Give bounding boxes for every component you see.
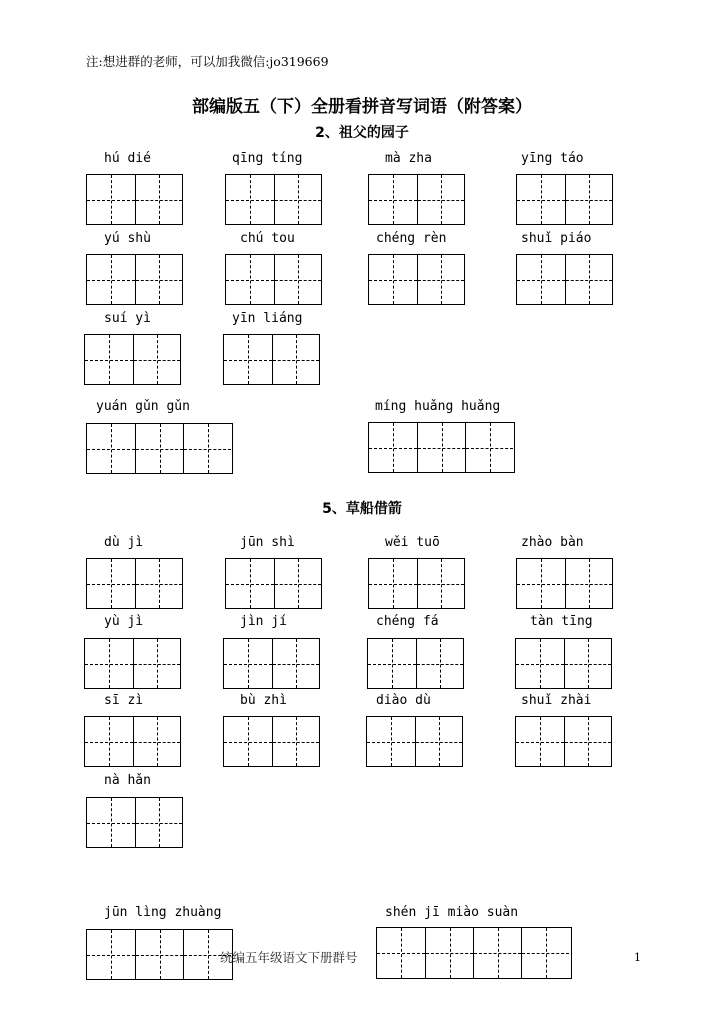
writing-box[interactable] <box>368 254 465 305</box>
writing-box[interactable] <box>516 558 613 609</box>
lesson-heading: 5、草船借箭 <box>322 501 402 517</box>
writing-box[interactable] <box>515 638 612 689</box>
writing-box[interactable] <box>516 254 613 305</box>
pinyin-label: sī zì <box>104 693 144 708</box>
pinyin-label: chéng fá <box>376 614 439 629</box>
pinyin-label: yīn liáng <box>232 311 303 326</box>
pinyin-label: míng huǎng huǎng <box>375 399 501 414</box>
pinyin-label: jūn shì <box>240 535 295 550</box>
pinyin-label: shuǐ piáo <box>521 231 592 246</box>
writing-box[interactable] <box>367 638 464 689</box>
writing-box[interactable] <box>86 929 233 980</box>
writing-box[interactable] <box>376 927 572 979</box>
pinyin-label: jūn lìng zhuàng <box>104 905 222 920</box>
footer-text: 统编五年级语文下册群号 <box>220 950 358 965</box>
pinyin-label: suí yì <box>104 311 151 326</box>
writing-box[interactable] <box>223 638 320 689</box>
page-number: 1 <box>634 951 641 964</box>
pinyin-label: yīng táo <box>521 151 584 166</box>
pinyin-label: tàn tīng <box>530 614 593 629</box>
pinyin-label: zhào bàn <box>521 535 584 550</box>
writing-box[interactable] <box>86 254 183 305</box>
pinyin-label: yú shù <box>104 231 151 246</box>
pinyin-label: jìn jí <box>240 614 287 629</box>
pinyin-label: qīng tíng <box>232 151 303 166</box>
pinyin-label: wěi tuō <box>385 535 440 550</box>
writing-box[interactable] <box>84 334 181 385</box>
writing-box[interactable] <box>84 638 181 689</box>
writing-box[interactable] <box>515 716 612 767</box>
writing-box[interactable] <box>368 174 465 225</box>
writing-box[interactable] <box>86 174 183 225</box>
pinyin-label: yuán gǔn gǔn <box>96 399 190 414</box>
writing-box[interactable] <box>86 558 183 609</box>
writing-box[interactable] <box>516 174 613 225</box>
header-note: 注:想进群的老师，可以加我微信:jo319669 <box>86 54 329 69</box>
pinyin-label: nà hǎn <box>104 773 151 788</box>
lesson-heading: 2、祖父的园子 <box>315 125 409 141</box>
writing-box[interactable] <box>223 716 320 767</box>
writing-box[interactable] <box>225 254 322 305</box>
page-title: 部编版五（下）全册看拼音写词语（附答案） <box>192 97 532 117</box>
writing-box[interactable] <box>86 423 233 474</box>
pinyin-label: mà zha <box>385 151 432 166</box>
writing-box[interactable] <box>366 716 463 767</box>
writing-box[interactable] <box>225 174 322 225</box>
pinyin-label: hú dié <box>104 151 151 166</box>
pinyin-label: diào dù <box>376 693 431 708</box>
writing-box[interactable] <box>223 334 320 385</box>
pinyin-label: shuǐ zhài <box>521 693 592 708</box>
writing-box[interactable] <box>368 422 515 473</box>
writing-box[interactable] <box>368 558 465 609</box>
pinyin-label: bù zhì <box>240 693 287 708</box>
pinyin-label: shén jī miào suàn <box>385 905 519 920</box>
pinyin-label: yù jì <box>104 614 144 629</box>
pinyin-label: chú tou <box>240 231 295 246</box>
writing-box[interactable] <box>84 716 181 767</box>
writing-box[interactable] <box>86 797 183 848</box>
writing-box[interactable] <box>225 558 322 609</box>
pinyin-label: dù jì <box>104 535 144 550</box>
pinyin-label: chéng rèn <box>376 231 447 246</box>
